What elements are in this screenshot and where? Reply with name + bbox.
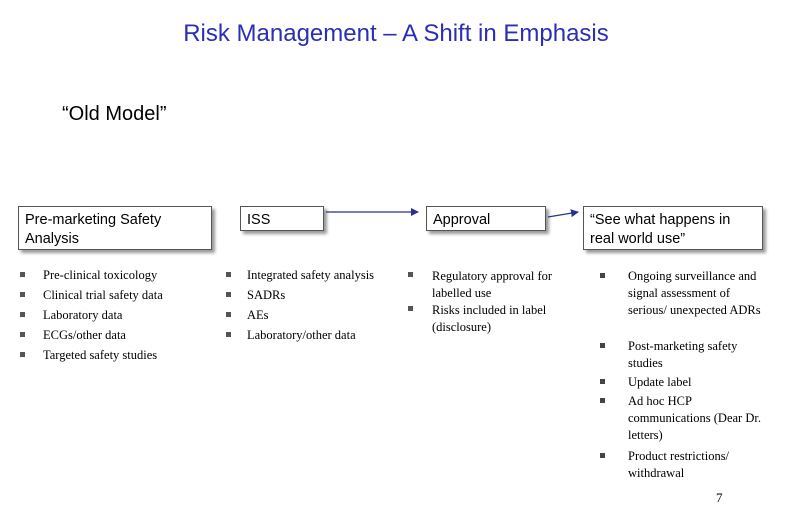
list-item: Ongoing surveillance and signal assessment of serious/ unexpected ADRs	[600, 268, 770, 338]
slide-title: Risk Management – A Shift in Emphasis	[183, 20, 609, 47]
list-item: Laboratory data	[20, 307, 200, 327]
list-item: Regulatory approval for labelled use	[408, 268, 588, 302]
page-number: 7	[716, 490, 723, 505]
pre-marketing-list	[20, 267, 200, 367]
list-item: Ad hoc HCP communications (Dear Dr. letters)	[600, 393, 770, 448]
box-pre-marketing: Pre-marketing Safety Analysis	[18, 206, 212, 250]
bullet-icon	[226, 332, 231, 337]
iss-list	[226, 267, 396, 347]
box-real-world: “See what happens in real world use”	[583, 206, 763, 250]
bullet-icon	[226, 292, 231, 297]
list-item: Update label	[600, 374, 770, 393]
approval-list	[408, 268, 588, 335]
bullet-icon	[20, 312, 25, 317]
list-item: Clinical trial safety data	[20, 287, 200, 307]
list-item: Laboratory/other data	[226, 327, 396, 347]
list-item: AEs	[226, 307, 396, 327]
bullet-icon	[20, 332, 25, 337]
bullet-icon	[226, 312, 231, 317]
list-item: Integrated safety analysis	[226, 267, 396, 287]
bullet-icon	[600, 398, 605, 403]
list-item: ECGs/other data	[20, 327, 200, 347]
list-item: Pre-clinical toxicology	[20, 267, 200, 287]
bullet-icon	[20, 352, 25, 357]
real-world-list	[600, 268, 770, 482]
bullet-icon	[600, 379, 605, 384]
list-item: Targeted safety studies	[20, 347, 200, 367]
list-item: Product restrictions/ withdrawal	[600, 448, 770, 482]
list-item: Risks included in label (disclosure)	[408, 302, 588, 335]
box-iss: ISS	[240, 206, 324, 231]
bullet-icon	[600, 273, 605, 278]
bullet-icon	[20, 292, 25, 297]
bullet-icon	[20, 272, 25, 277]
bullet-icon	[600, 343, 605, 348]
bullet-icon	[226, 272, 231, 277]
list-item: SADRs	[226, 287, 396, 307]
bullet-icon	[600, 453, 605, 458]
box-approval: Approval	[426, 206, 546, 231]
model-subtitle: “Old Model”	[62, 103, 167, 125]
bullet-icon	[408, 306, 413, 311]
list-item: Post-marketing safety studies	[600, 338, 770, 374]
bullet-icon	[408, 272, 413, 277]
arrow-approval-to-real-world	[548, 212, 578, 217]
